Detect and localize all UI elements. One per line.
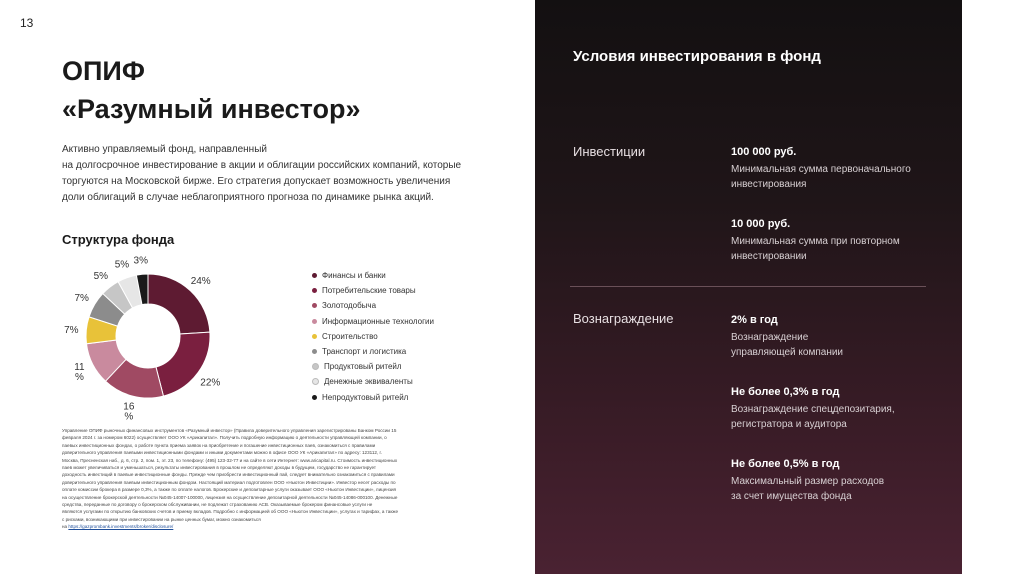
description-line: Активно управляемый фонд, направленный bbox=[62, 144, 267, 155]
legend-swatch bbox=[312, 273, 317, 278]
legend-item bbox=[312, 390, 434, 405]
legend-swatch bbox=[312, 378, 319, 385]
condition-desc: Вознаграждение спецдепозитария, bbox=[731, 404, 895, 415]
footnote-line: на осуществление брокерской деятельности №045-14007-100000, лицензия на осуществление депозитарной деятельности №045-14086-000100. Денежные bbox=[62, 494, 398, 500]
legend-label: Транспорт и логистика bbox=[322, 347, 407, 357]
investments-label: Инвестиции bbox=[573, 144, 646, 159]
legend-item bbox=[312, 374, 434, 389]
data-label: 16 % bbox=[123, 401, 135, 423]
legend-swatch bbox=[312, 349, 317, 354]
description-line: доли облигаций в случае неблагоприятного прогноза по динамике рынка акций. bbox=[62, 192, 434, 203]
legend-label: Потребительские товары bbox=[322, 286, 416, 296]
footnote-line: доверительного управления паевым инвестиционным фондом. Настоящий материал подготовлен ООО «Ньютон Инвестиции». Инвестор несет расходы по bbox=[62, 479, 396, 485]
condition-value: Не более 0,3% в год bbox=[731, 386, 840, 398]
data-label: 11 % bbox=[74, 361, 85, 383]
legend-item bbox=[312, 283, 434, 298]
data-label: 7% bbox=[64, 324, 79, 336]
data-label: 22% bbox=[200, 377, 221, 389]
condition-desc: Минимальная сумма первоначального bbox=[731, 164, 911, 175]
legend-swatch bbox=[312, 303, 317, 308]
description-line: на долгосрочное инвестирование в акции и облигации российских компаний, которые bbox=[62, 160, 462, 171]
footnote-line: средства, переданные по договору о брокерском обслуживании, не подлежат страхованию АСВ. Оказываемые брокером финансовые услуги не bbox=[62, 502, 373, 508]
conditions-title: Условия инвестирования в фонд bbox=[573, 48, 821, 65]
footnote-line: являются услугами по открытию банковских счетов и приему вкладов. Подробно с информацией об ООО «Ньютон Инвестиции», услугах и тарифах, а также bbox=[62, 509, 398, 515]
condition-desc: Минимальная сумма при повторном bbox=[731, 236, 900, 247]
data-label: 3% bbox=[133, 256, 148, 267]
legal-footnote bbox=[62, 427, 502, 531]
depositary-fee bbox=[731, 386, 941, 432]
footnote-line: Москва, Пресненская наб., д. 6, стр. 2, пом. 1, эт. 23, по телефону: (495) 123-32-77 и на сайте в сети Интернет: www.aricapital.ru. Стоимость инвестиционных bbox=[62, 457, 398, 463]
legend-item bbox=[312, 298, 434, 313]
legend-label: Непродуктовый ритейл bbox=[322, 392, 409, 402]
legend-swatch bbox=[312, 334, 317, 339]
chart-legend bbox=[312, 268, 434, 405]
fund-description bbox=[62, 142, 482, 206]
legend-label: Финансы и банки bbox=[322, 271, 386, 281]
footnote-line: паевых инвестиционных фондах, о работе пункта приема заявок на приобретение и погашение инвестиционных паев, ознакомиться с правилами bbox=[62, 442, 376, 448]
legend-item bbox=[312, 329, 434, 344]
data-label: 24% bbox=[190, 275, 211, 287]
condition-desc: Максимальный размер расходов bbox=[731, 476, 885, 487]
condition-desc: инвестирования bbox=[731, 179, 807, 190]
legend-label: Строительство bbox=[322, 331, 378, 341]
condition-value: 2% в год bbox=[731, 314, 778, 326]
condition-value: 10 000 руб. bbox=[731, 218, 791, 230]
disclosure-link[interactable]: https://gazprombank.investments/broker/disclosure/ bbox=[68, 524, 174, 530]
fund-structure-chart bbox=[60, 256, 260, 426]
footnote-line: Управление ОПИФ рыночных финансовых инструментов «Разумный инвестор» (Правила доверительного управления зарегистрированы Банком России 15 bbox=[62, 428, 397, 433]
condition-desc: инвестировании bbox=[731, 251, 807, 262]
legend-label: Денежные эквиваленты bbox=[324, 377, 413, 387]
min-repeat-investment bbox=[731, 218, 941, 264]
legend-swatch bbox=[312, 363, 319, 370]
page-number: 13 bbox=[20, 16, 34, 30]
condition-desc: Вознаграждение bbox=[731, 332, 809, 343]
footnote-line: оплате комиссии брокера в размере 0,3%, а также по оплате налогов. Брокерские и депозитарные услуги оказывает ООО «Ньютон Инвестиции», лицензия bbox=[62, 487, 397, 493]
condition-desc: регистратора и аудитора bbox=[731, 419, 847, 430]
max-expenses bbox=[731, 458, 941, 504]
footnote-line: февраля 2024 г. за номером 6022) осуществляет ООО УК «Арикапитал». Получить подробную информацию о деятельности управляющей компании, о bbox=[62, 435, 387, 441]
legend-swatch bbox=[312, 319, 317, 324]
footnote-line: доверительного управления паевыми инвестиционными фондами и иными документами можно в офисе ООО УК «Арикапитал» по адресу: 123112, г. bbox=[62, 450, 382, 456]
description-line: торгуются на Московской бирже. Его стратегия допускает возможность увеличения bbox=[62, 176, 451, 187]
legend-item bbox=[312, 359, 434, 374]
footnote-line: доходность инвестиций в паевые инвестиционные фонды. Прежде чем приобрести инвестиционный пай, следует внимательно ознакомиться с правилами bbox=[62, 472, 395, 478]
data-label: 5% bbox=[114, 259, 130, 271]
legend-item bbox=[312, 268, 434, 283]
condition-value: 100 000 руб. bbox=[731, 146, 797, 158]
footnote-link-line: на https://gazprombank.investments/broker/disclosure/ bbox=[62, 524, 174, 530]
condition-desc: за счет имущества фонда bbox=[731, 491, 852, 502]
page-title bbox=[62, 52, 361, 128]
legend-swatch bbox=[312, 395, 317, 400]
legend-swatch bbox=[312, 288, 317, 293]
data-label: 7% bbox=[74, 292, 89, 304]
right-margin bbox=[962, 0, 1024, 574]
title-line: ОПИФ bbox=[62, 56, 145, 86]
legend-item bbox=[312, 314, 434, 329]
management-fee bbox=[731, 314, 941, 360]
structure-title: Структура фонда bbox=[62, 232, 175, 247]
footnote-line: паев может увеличиваться и уменьшаться, результаты инвестирования в прошлом не определяют доходы в будущем, государство не гарантирует bbox=[62, 465, 376, 471]
data-label: 5% bbox=[93, 271, 109, 283]
min-initial-investment bbox=[731, 146, 941, 192]
legend-label: Информационные технологии bbox=[322, 316, 434, 326]
legend-label: Золотодобыча bbox=[322, 301, 377, 311]
footnote-line: с рисками, возникающими при инвестировании на рынке ценных бумаг, можно ознакомиться bbox=[62, 516, 261, 522]
title-line: «Разумный инвестор» bbox=[62, 94, 361, 124]
condition-value: Не более 0,5% в год bbox=[731, 458, 840, 470]
legend-label: Продуктовый ритейл bbox=[324, 362, 402, 372]
legend-item bbox=[312, 344, 434, 359]
condition-desc: управляющей компании bbox=[731, 347, 844, 358]
fee-label: Вознаграждение bbox=[573, 311, 674, 326]
section-divider bbox=[570, 286, 926, 287]
